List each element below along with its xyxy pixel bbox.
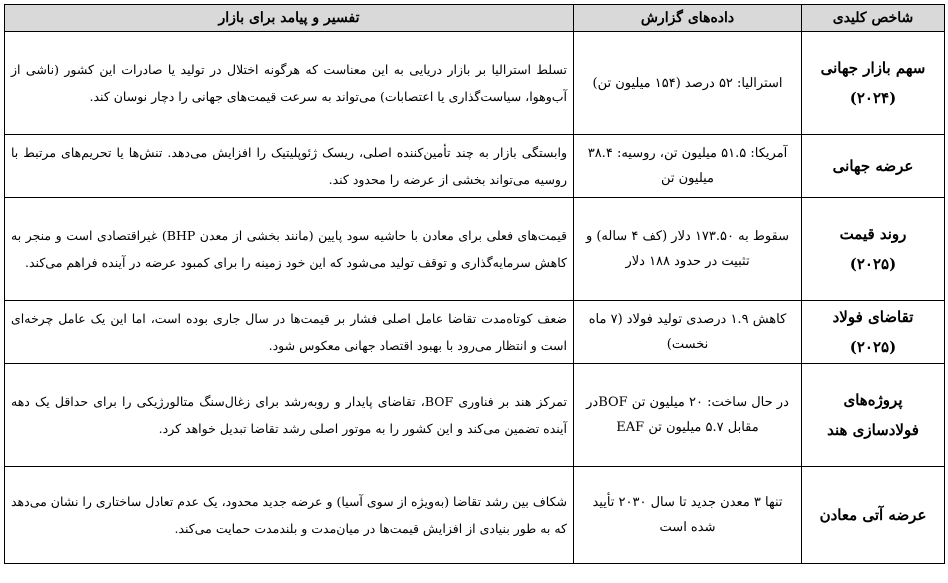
table-header-row <box>5 5 945 32</box>
indicator-name-continued: فولادسازی هند <box>827 421 919 439</box>
header-indicator: شاخص کلیدی <box>802 5 945 32</box>
indicator-year: (۲۰۲۵) <box>849 338 897 356</box>
analysis-cell: قیمت‌های فعلی برای معادن با حاشیه سود پایین (مانند بخشی از معدن BHP) غیراقتصادی است و منجر به کاهش سرمایه‌گذاری و توقف تولید می‌شود که این خود زمینه را برای کمبود عرضه در آینده فراهم می‌کند. <box>5 198 574 301</box>
indicator-year: (۲۰۲۵) <box>849 255 897 273</box>
indicator-name: روند قیمت <box>839 225 907 243</box>
indicator-cell <box>802 467 945 564</box>
table-row <box>5 32 945 135</box>
indicator-year: (۲۰۲۴) <box>849 89 897 107</box>
report-data-cell: سقوط به ۱۷۳.۵۰ دلار (کف ۴ ساله) و تثبیت در حدود ۱۸۸ دلار <box>574 198 802 301</box>
header-analysis: تفسیر و پیامد برای بازار <box>5 5 574 32</box>
indicator-cell <box>802 301 945 364</box>
indicator-name: سهم بازار جهانی <box>820 59 926 77</box>
analysis-cell: وابستگی بازار به چند تأمین‌کننده اصلی، ریسک ژئوپلیتیک را افزایش می‌دهد. تنش‌ها یا تحریم‌های مرتبط با روسیه می‌تواند بخشی از عرضه را محدود کند. <box>5 135 574 198</box>
indicator-name: عرضه جهانی <box>832 157 914 175</box>
table-row <box>5 135 945 198</box>
market-indicators-table <box>4 4 945 564</box>
report-data-cell: آمریکا: ۵۱.۵ میلیون تن، روسیه: ۳۸.۴ میلیون تن <box>574 135 802 198</box>
indicator-cell <box>802 32 945 135</box>
indicator-name: پروژه‌های <box>843 391 903 409</box>
analysis-cell: تمرکز هند بر فناوری BOF، تقاضای پایدار و روبه‌رشد برای زغال‌سنگ متالورژیکی را برای حداقل یک دهه آینده تضمین می‌کند و این کشور را به موتور اصلی رشد تقاضا تبدیل خواهد کرد. <box>5 364 574 467</box>
table-row <box>5 467 945 564</box>
header-data: داده‌های گزارش <box>574 5 802 32</box>
table-row <box>5 301 945 364</box>
report-data-cell: استرالیا: ۵۲ درصد (۱۵۴ میلیون تن) <box>574 32 802 135</box>
report-data-cell: تنها ۳ معدن جدید تا سال ۲۰۳۰ تأیید شده است <box>574 467 802 564</box>
analysis-cell: ضعف کوتاه‌مدت تقاضا عامل اصلی فشار بر قیمت‌ها در سال جاری بوده است، اما این یک عامل چرخه‌ای است و انتظار می‌رود با بهبود اقتصاد جهانی معکوس شود. <box>5 301 574 364</box>
indicator-name: تقاضای فولاد <box>832 308 914 326</box>
table-row <box>5 364 945 467</box>
report-data-cell: در حال ساخت: ۲۰ میلیون تن BOFدر مقابل ۵.۷ میلیون تن EAF <box>574 364 802 467</box>
analysis-cell: شکاف بین رشد تقاضا (به‌ویژه از سوی آسیا) و عرضه جدید محدود، یک عدم تعادل ساختاری را نشان می‌دهد که به طور بنیادی از افزایش قیمت‌ها در میان‌مدت و بلندمدت حمایت می‌کند. <box>5 467 574 564</box>
indicator-name: عرضه آتی معادن <box>819 506 927 524</box>
table-row <box>5 198 945 301</box>
indicator-cell <box>802 135 945 198</box>
indicator-cell <box>802 364 945 467</box>
report-data-cell: کاهش ۱.۹ درصدی تولید فولاد (۷ ماه نخست) <box>574 301 802 364</box>
indicator-cell <box>802 198 945 301</box>
analysis-cell: تسلط استرالیا بر بازار دریایی به این معناست که هرگونه اختلال در تولید یا صادرات این کشور (ناشی از آب‌وهوا، سیاست‌گذاری یا اعتصابات) می‌تواند به سرعت قیمت‌های جهانی را دچار نوسان کند. <box>5 32 574 135</box>
